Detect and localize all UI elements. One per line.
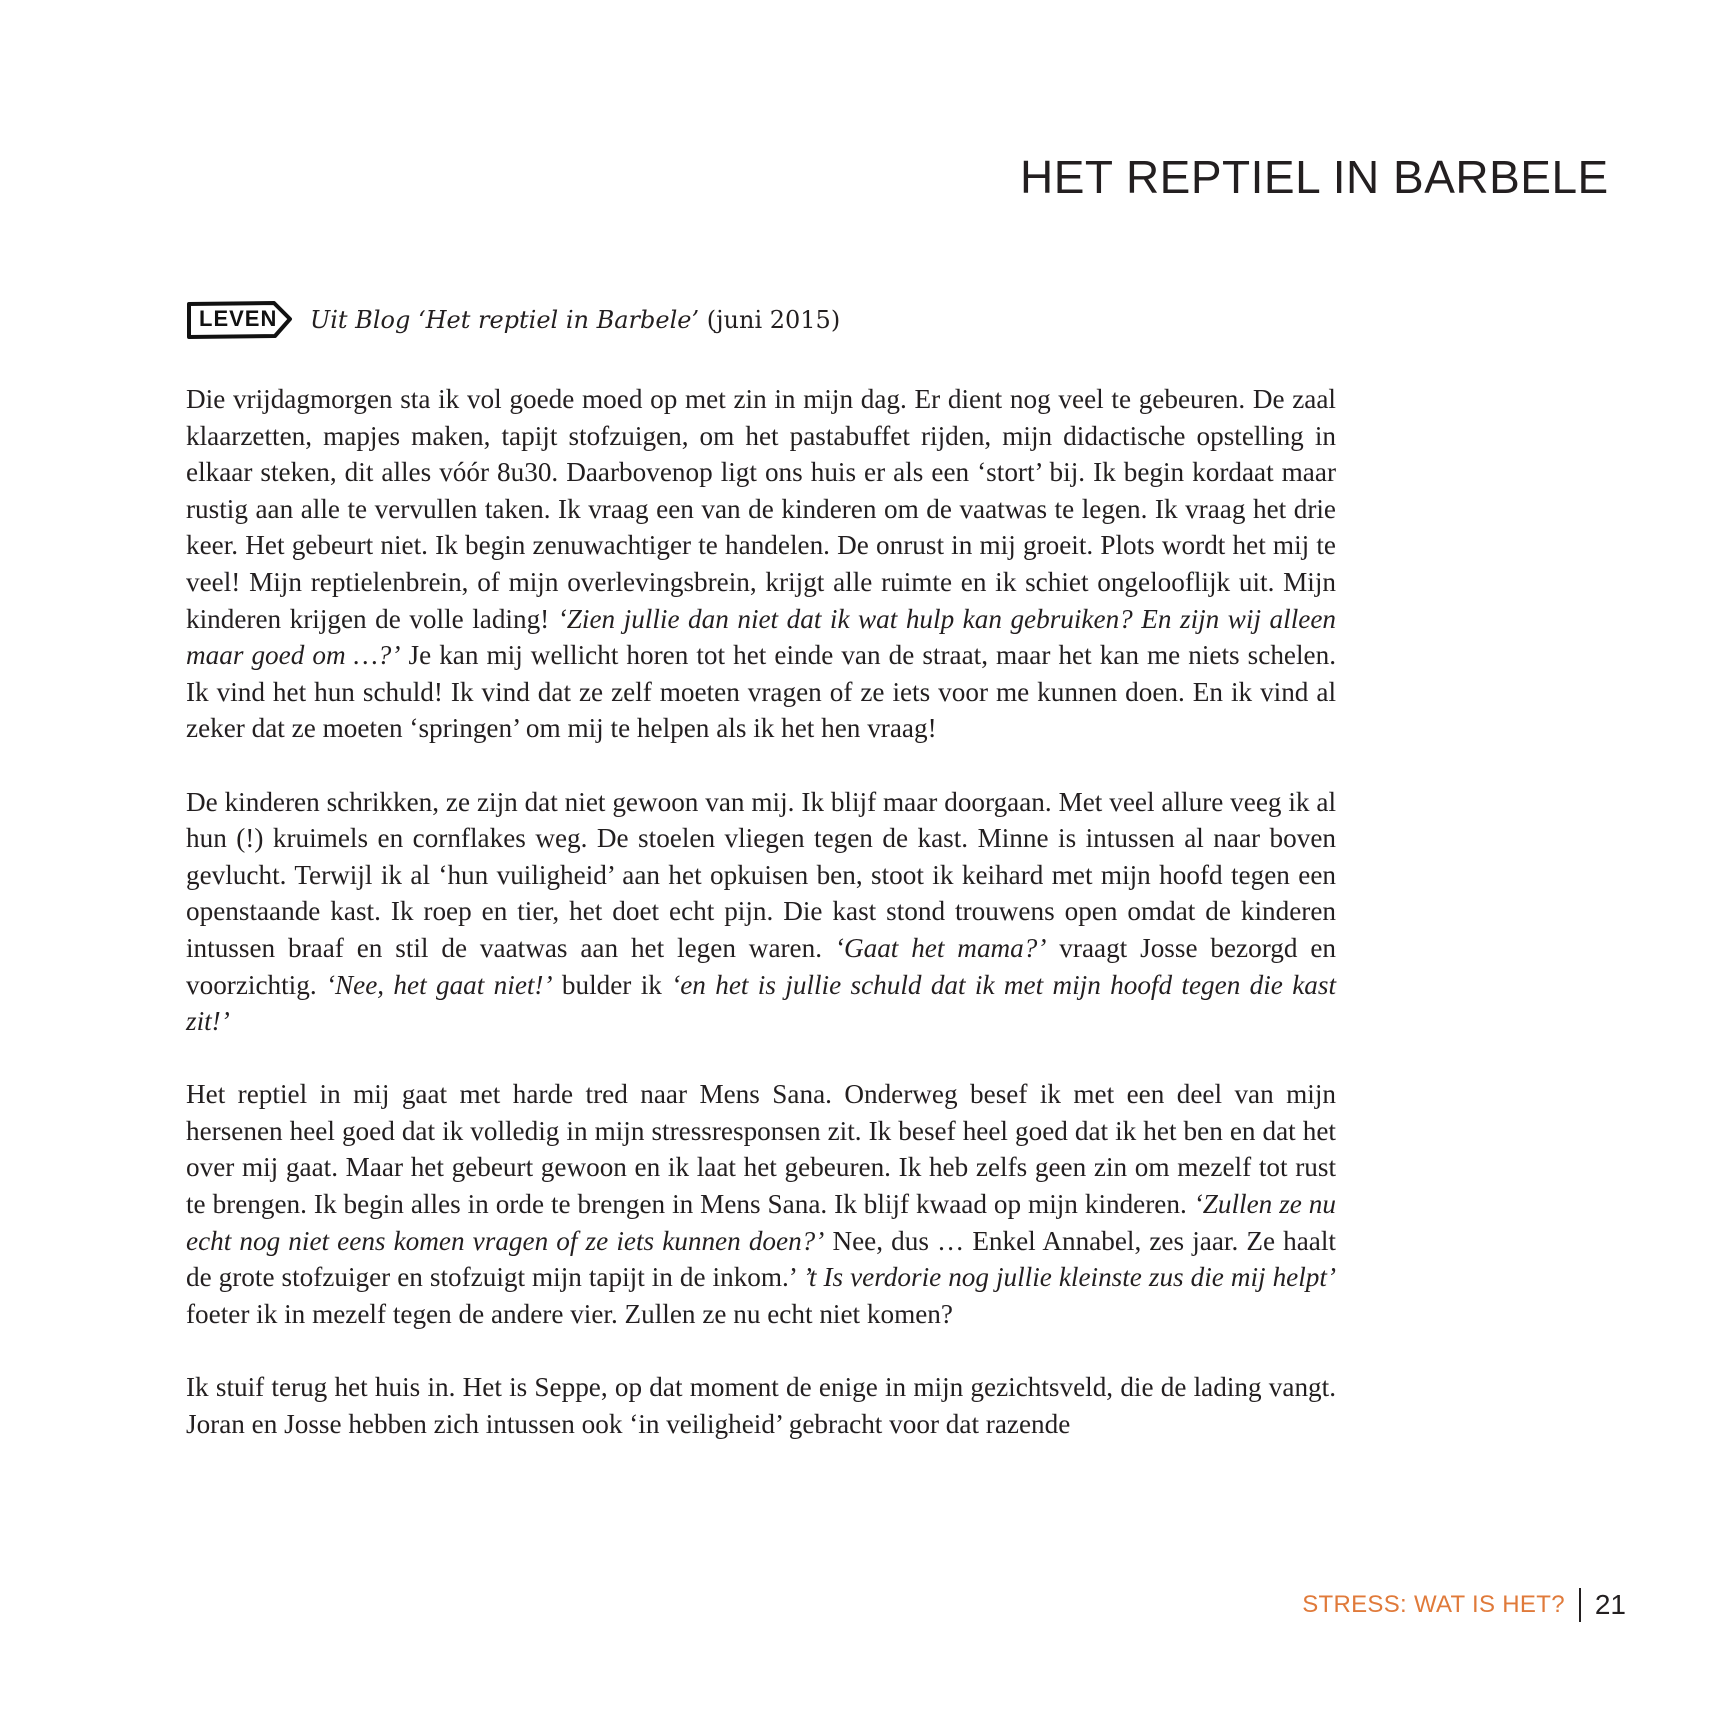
leven-badge [186,300,294,340]
text-run: Nee, dus … Enkel Annabel, zes jaar. Ze haalt de grote stofzuiger en stofzuigt mijn tapijt in de inkom.’ [186,1225,1336,1293]
text-run: De kinderen schrikken, ze zijn dat niet gewoon van mij. Ik blijf maar doorgaan. Met veel allure veeg ik al hun (!) kruimels en cornflakes weg. De stoelen vliegen tegen de kast. Minne is intussen al naar boven gevlucht. Terwijl ik al ‘hun vuiligheid’ aan het opkuisen ben, stoot ik keihard met mijn hoofd tegen een openstaande kast. Ik roep en tier, het doet echt pijn. Die kast stond trouwens open omdat de kinderen intussen braaf en stil de vaatwas aan het legen waren. [186,786,1336,963]
paragraph [186,1076,1336,1332]
leven-label: LEVEN [199,306,278,331]
text-run: Je kan mij wellicht horen tot het einde van de straat, maar het kan me niets schelen. Ik vind het hun schuld! Ik vind dat ze zelf moeten vragen of ze iets voor me kunnen doen. En ik vind al zeker dat ze moeten ‘springen’ om mij te helpen als ik het hen vraag! [186,640,1336,744]
paragraph [186,1369,1336,1442]
quoted-speech: ‘Zien jullie dan niet dat ik wat hulp kan gebruiken? En zijn wij alleen maar goed om …?’ [186,603,1336,671]
text-run: bulder ik [552,969,672,1000]
blog-source-date: (juni 2015) [699,306,841,334]
page-footer [1302,1585,1626,1625]
paragraph [186,381,1336,747]
blog-source-title: ‘Het reptiel in Barbele’ [417,306,700,334]
text-run: Ik stuif terug het huis in. Het is Seppe, op dat moment de enige in mijn gezichtsveld, die de lading vangt. Joran en Josse hebben zich intussen ook ‘in veiligheid’ gebracht voor dat razende [186,1372,1336,1439]
quoted-speech: ‘en het is jullie schuld dat ik met mijn hoofd tegen die kast zit!’ [186,969,1336,1037]
quoted-speech: ‘Nee, het gaat niet!’ [325,969,553,1000]
page-number: 21 [1594,1589,1626,1620]
text-run: Die vrijdagmorgen sta ik vol goede moed op met zin in mijn dag. Er dient nog veel te gebeuren. De zaal klaarzetten, mapjes maken, tapijt stofzuigen, om het pastabuffet rijden, mijn didactische opstelling in elkaar steken, dit alles vóór 8u30. Daarbovenop ligt ons huis er als een ‘stort’ bij. Ik begin kordaat maar rustig aan alle te vervullen taken. Ik vraag een van de kinderen om de vaatwas te legen. Ik vraag het drie keer. Het gebeurt niet. Ik begin zenuwachtiger te handelen. De onrust in mij groeit. Plots wordt het mij te veel! Mijn reptielenbrein, of mijn overlevingsbrein, krijgt alle ruimte en ik schiet ongelooflijk uit. Mijn kinderen krijgen de volle lading! [186,384,1336,634]
blog-source-header [186,296,840,344]
quoted-speech: ‘Zullen ze nu echt nog niet eens komen vragen of ze iets kunnen doen?’ [186,1189,1336,1256]
quoted-speech: ’t Is verdorie nog jullie kleinste zus die mij helpt’ [802,1262,1336,1293]
footer-section-title: STRESS: WAT IS HET? [1302,1591,1565,1618]
text-run: vraagt Josse bezorgd en voorzichtig. [186,932,1337,1000]
blog-source-prefix: Uit Blog [310,306,418,334]
text-run: Het reptiel in mij gaat met harde tred naar Mens Sana. Onderweg besef ik met een deel van mijn hersenen heel goed dat ik volledig in mijn stressresponsen zit. Ik besef heel goed dat ik het ben en dat het over mij gaat. Maar het gebeurt gewoon en ik laat het gebeuren. Ik heb zelfs geen zin om mezelf tot rust te brengen. Ik begin alles in orde te brengen in Mens Sana. Ik blijf kwaad op mijn kinderen. [186,1079,1336,1220]
text-run: foeter ik in mezelf tegen de andere vier. Zullen ze nu echt niet komen? [186,1298,953,1329]
quoted-speech: ‘Gaat het mama?’ [834,932,1047,963]
page-title: HET REPTIEL IN BARBELE [1020,151,1609,203]
blog-source [310,306,840,334]
footer-divider [1579,1588,1581,1622]
body-text [186,381,1336,1479]
paragraph [186,784,1336,1040]
